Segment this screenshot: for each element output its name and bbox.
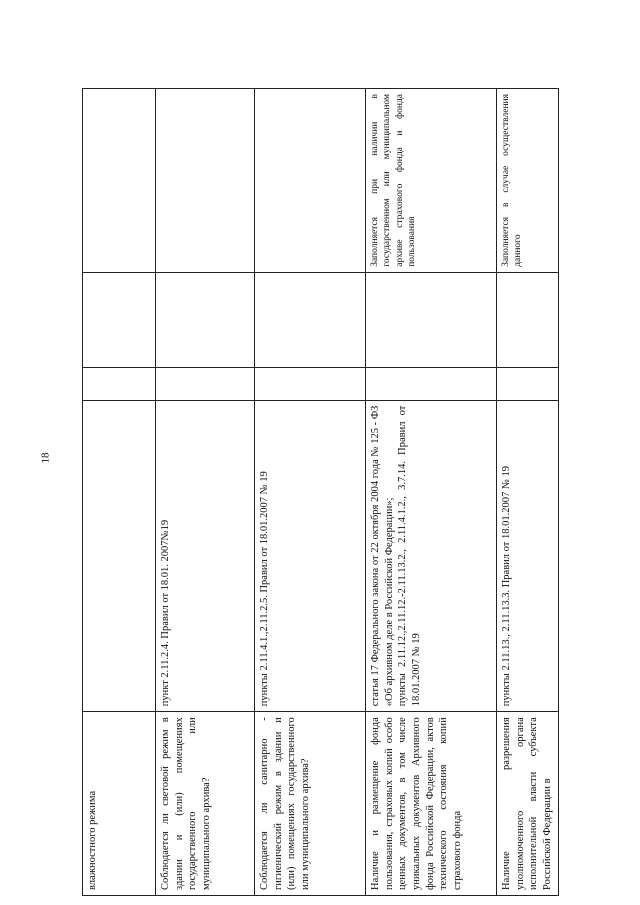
note-cell — [156, 89, 255, 273]
table-row — [255, 89, 366, 896]
answer-yes-cell — [497, 367, 559, 400]
reference-cell — [255, 400, 366, 712]
table-row — [83, 89, 156, 896]
table-row — [366, 89, 497, 896]
reference-cell — [366, 400, 497, 712]
table-frame — [82, 88, 562, 896]
page-number: 18 — [39, 452, 52, 464]
reference-text: пункты 2.11.13., 2.11.13.3. Правил от 18.01.2007 № 19 — [501, 466, 512, 707]
answer-yes-cell — [366, 367, 497, 400]
reference-text: статья 17 Федерального закона от 22 октября 2004 года № 125 - ФЗ «Об архивном деле в Российской Федерации»; — [370, 405, 395, 707]
table-row — [497, 89, 559, 896]
question-cell: Соблюдается ли световой режим в здании и (или) помещениях государственного или муниципального архива? — [156, 712, 255, 896]
note-cell — [83, 89, 156, 273]
answer-yes-cell — [83, 367, 156, 400]
reference-cell — [83, 400, 156, 712]
reference-text: пункт 2.11.2.4. Правил от 18.01. 2007№19 — [160, 519, 171, 707]
reference-text: пункты 2.11.4.1.,2.11.2.5. Правил от 18.01.2007 № 19 — [259, 471, 270, 707]
rotated-table-wrapper — [82, 88, 562, 896]
answer-yes-cell — [156, 367, 255, 400]
reference-cell — [497, 400, 559, 712]
answer-no-cell — [83, 272, 156, 367]
table-row — [156, 89, 255, 896]
question-cell: Наличие и размещение фонда пользования, страховых копий особо ценных документов, в том числе уникальных документов Архивного фонда Российской Федерации, актов технического состояния копий страхового фонда — [366, 712, 497, 896]
answer-no-cell — [497, 272, 559, 367]
answer-no-cell — [255, 272, 366, 367]
note-cell: Заполняется в случае осуществления данного — [497, 89, 559, 273]
note-cell: Заполняется при наличии в государственном или муниципальном архиве страхового фонда и фонда пользования — [366, 89, 497, 273]
answer-no-cell — [366, 272, 497, 367]
reference-text: пункты 2.11.12.,2.11.12.-2.11.13.2., 2.11.4.1.2., 3.7.14. Правил от 18.01.2007 № 19 — [397, 405, 422, 707]
note-cell — [255, 89, 366, 273]
question-cell: влажностного режима — [83, 712, 156, 896]
question-cell: Наличие разрешения уполномоченного органа исполнительной власти субъекта Российской Федерации в — [497, 712, 559, 896]
answer-yes-cell — [255, 367, 366, 400]
question-cell: Соблюдается ли санитарно - гигиенический режим в здании и (или) помещениях государственного или муниципального архива? — [255, 712, 366, 896]
checklist-table — [82, 88, 559, 896]
answer-no-cell — [156, 272, 255, 367]
reference-cell — [156, 400, 255, 712]
